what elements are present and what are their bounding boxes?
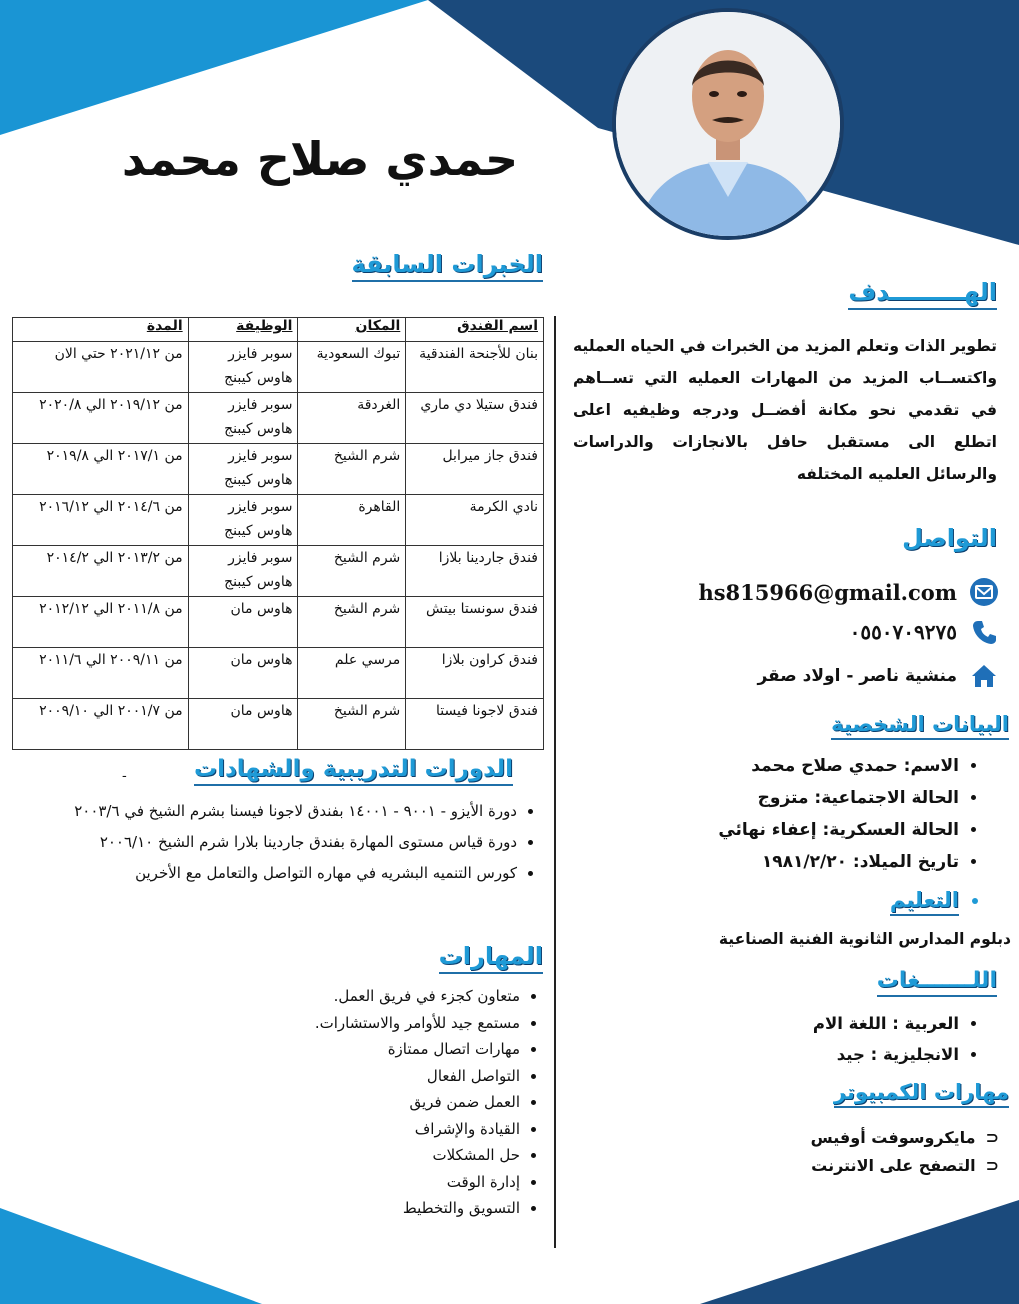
computer-skills-heading: مهارات الكمبيوتر	[834, 1080, 1009, 1108]
profile-photo	[612, 8, 844, 240]
skill-item: • العمل ضمن فريق	[270, 1090, 520, 1117]
experience-table	[12, 317, 544, 750]
table-cell: مرسي علم	[298, 648, 406, 699]
table-cell: نادي الكرمة	[406, 495, 544, 546]
contact-address-row	[699, 658, 999, 694]
arrow-bullet-icon: ⊂	[985, 1127, 999, 1147]
table-cell: فندق لاجونا فيستا	[406, 699, 544, 750]
objective-text: تطوير الذات وتعلم المزيد من الخبرات في الحياه العمليه واكتســاب المزيد من المهارات العمليه التي تســاهم في تقدمي نحو مكانة أفضــل ودرجه وظيفيه اعلى اتطلع الى مستقبل حافل بالانجازات والدراسات والرسائل العلميه المختلفه	[573, 337, 997, 483]
skill-item: • مهارات اتصال ممتازة	[270, 1037, 520, 1064]
contact-address: منشية ناصر - اولاد صقر	[757, 666, 957, 686]
table-cell: سوبر فايزر هاوس كيبنج	[188, 546, 298, 597]
table-cell: بنان للأجنحة الفندقية	[406, 342, 544, 393]
education-text: دبلوم المدارس الثانوية الفنية الصناعية	[718, 930, 1011, 948]
languages-heading: اللـــــــغات	[877, 968, 997, 997]
course-item: • دورة الأيزو - ٩٠٠١ - ١٤٠٠١ بفندق لاجونا فيسنا بشرم الشيخ في ٢٠٠٣/٦	[20, 798, 517, 825]
table-cell: من ٢٠١٩/١٢ الي ٢٠٢٠/٨	[13, 393, 189, 444]
table-cell: الغردقة	[298, 393, 406, 444]
table-cell: من ٢٠١١/٨ الي ٢٠١٢/١٢	[13, 597, 189, 648]
computer-skill-label: مايكروسوفت أوفيس	[810, 1127, 976, 1147]
arrow-bullet-icon: ⊂	[985, 1155, 999, 1175]
skill-item: • التواصل الفعال	[270, 1064, 520, 1091]
course-item: • كورس التنميه البشريه في مهاره التواصل والتعامل مع الأخرين	[20, 860, 517, 887]
table-row	[13, 393, 544, 444]
table-cell: شرم الشيخ	[298, 546, 406, 597]
home-icon	[969, 661, 999, 691]
table-cell: شرم الشيخ	[298, 699, 406, 750]
person-portrait-icon	[616, 12, 840, 236]
table-cell: من ٢٠٠١/٧ الي ٢٠٠٩/١٠	[13, 699, 189, 750]
column-divider	[554, 316, 556, 1248]
column-header: الوظيفة	[188, 318, 298, 342]
contact-email-row	[699, 574, 999, 610]
languages-list	[717, 1010, 977, 1072]
table-row	[13, 597, 544, 648]
contact-heading: التواصل	[902, 524, 997, 552]
table-cell: من ٢٠١٤/٦ الي ٢٠١٦/١٢	[13, 495, 189, 546]
table-cell: شرم الشيخ	[298, 444, 406, 495]
courses-heading: الدورات التدريبية والشهادات	[194, 756, 513, 786]
table-cell: تبوك السعودية	[298, 342, 406, 393]
table-cell: سوبر فايزر هاوس كيبنج	[188, 495, 298, 546]
contact-email[interactable]: hs815966@gmail.com	[698, 579, 957, 605]
computer-skill-item	[739, 1122, 999, 1152]
table-cell: من ٢٠٠٩/١١ الي ٢٠١١/٦	[13, 648, 189, 699]
personal-list	[657, 752, 977, 880]
skill-item: • متعاون كجزء في فريق العمل.	[270, 984, 520, 1011]
table-cell: فندق جاردينا بلازا	[406, 546, 544, 597]
computer-skill-item	[739, 1150, 999, 1180]
personal-item: • الحالة العسكرية: إعفاء نهائي	[657, 816, 959, 848]
table-cell: من ٢٠٢١/١٢ حتي الان	[13, 342, 189, 393]
personal-item: • الاسم: حمدي صلاح محمد	[657, 752, 959, 784]
phone-icon	[969, 617, 999, 647]
skill-item: • القيادة والإشراف	[270, 1117, 520, 1144]
stray-dash: -	[122, 768, 127, 784]
table-row	[13, 546, 544, 597]
table-cell: فندق سونستا بيتش	[406, 597, 544, 648]
computer-skill-label: التصفح على الانترنت	[811, 1155, 976, 1175]
experience-heading: الخبرات السابقة	[352, 250, 543, 282]
objective-heading: الهـــــــــدف	[848, 278, 997, 310]
skills-heading: المهارات	[439, 942, 543, 974]
table-cell: من ٢٠١٣/٢ الي ٢٠١٤/٢	[13, 546, 189, 597]
contact-phone-row	[699, 614, 999, 650]
personal-item: • الحالة الاجتماعية: متزوج	[657, 784, 959, 816]
full-name: حمدي صلاح محمد	[121, 132, 519, 186]
skills-list	[270, 984, 552, 1223]
table-cell: هاوس مان	[188, 699, 298, 750]
column-header: المدة	[13, 318, 189, 342]
course-item: • دورة قياس مستوى المهارة بفندق جاردينا بلارا شرم الشيخ ٢٠٠٦/١٠	[20, 829, 517, 856]
table-row	[13, 495, 544, 546]
table-cell: شرم الشيخ	[298, 597, 406, 648]
table-row	[13, 342, 544, 393]
table-cell: سوبر فايزر هاوس كيبنج	[188, 444, 298, 495]
table-row	[13, 648, 544, 699]
courses-list	[20, 798, 535, 891]
table-cell: سوبر فايزر هاوس كيبنج	[188, 342, 298, 393]
language-item: • العربية : اللغة الام	[717, 1010, 959, 1041]
table-cell: هاوس مان	[188, 648, 298, 699]
column-header: المكان	[298, 318, 406, 342]
table-cell: فندق كراون بلازا	[406, 648, 544, 699]
column-header: اسم الفندق	[406, 318, 544, 342]
skill-item: • حل المشكلات	[270, 1143, 520, 1170]
contact-phone[interactable]: ٠٥٥٠٧٠٩٢٧٥	[849, 620, 957, 644]
table-cell: هاوس مان	[188, 597, 298, 648]
personal-item: • تاريخ الميلاد: ١٩٨١/٢/٢٠	[657, 848, 959, 880]
personal-heading: البيانات الشخصية	[831, 712, 1009, 740]
skill-item: • التسويق والتخطيط	[270, 1196, 520, 1223]
education-heading-list	[890, 888, 977, 916]
table-header-row	[13, 318, 544, 342]
table-cell: فندق ستيلا دي ماري	[406, 393, 544, 444]
table-cell: القاهرة	[298, 495, 406, 546]
table-cell: سوبر فايزر هاوس كيبنج	[188, 393, 298, 444]
education-heading: • التعليم	[890, 888, 959, 916]
skill-item: • إدارة الوقت	[270, 1170, 520, 1197]
table-cell: فندق جاز ميرابل	[406, 444, 544, 495]
table-row	[13, 444, 544, 495]
email-icon	[969, 577, 999, 607]
language-item: • الانجليزية : جيد	[717, 1041, 959, 1072]
table-cell: من ٢٠١٧/١ الي ٢٠١٩/٨	[13, 444, 189, 495]
skill-item: • مستمع جيد للأوامر والاستشارات.	[270, 1011, 520, 1038]
table-row	[13, 699, 544, 750]
